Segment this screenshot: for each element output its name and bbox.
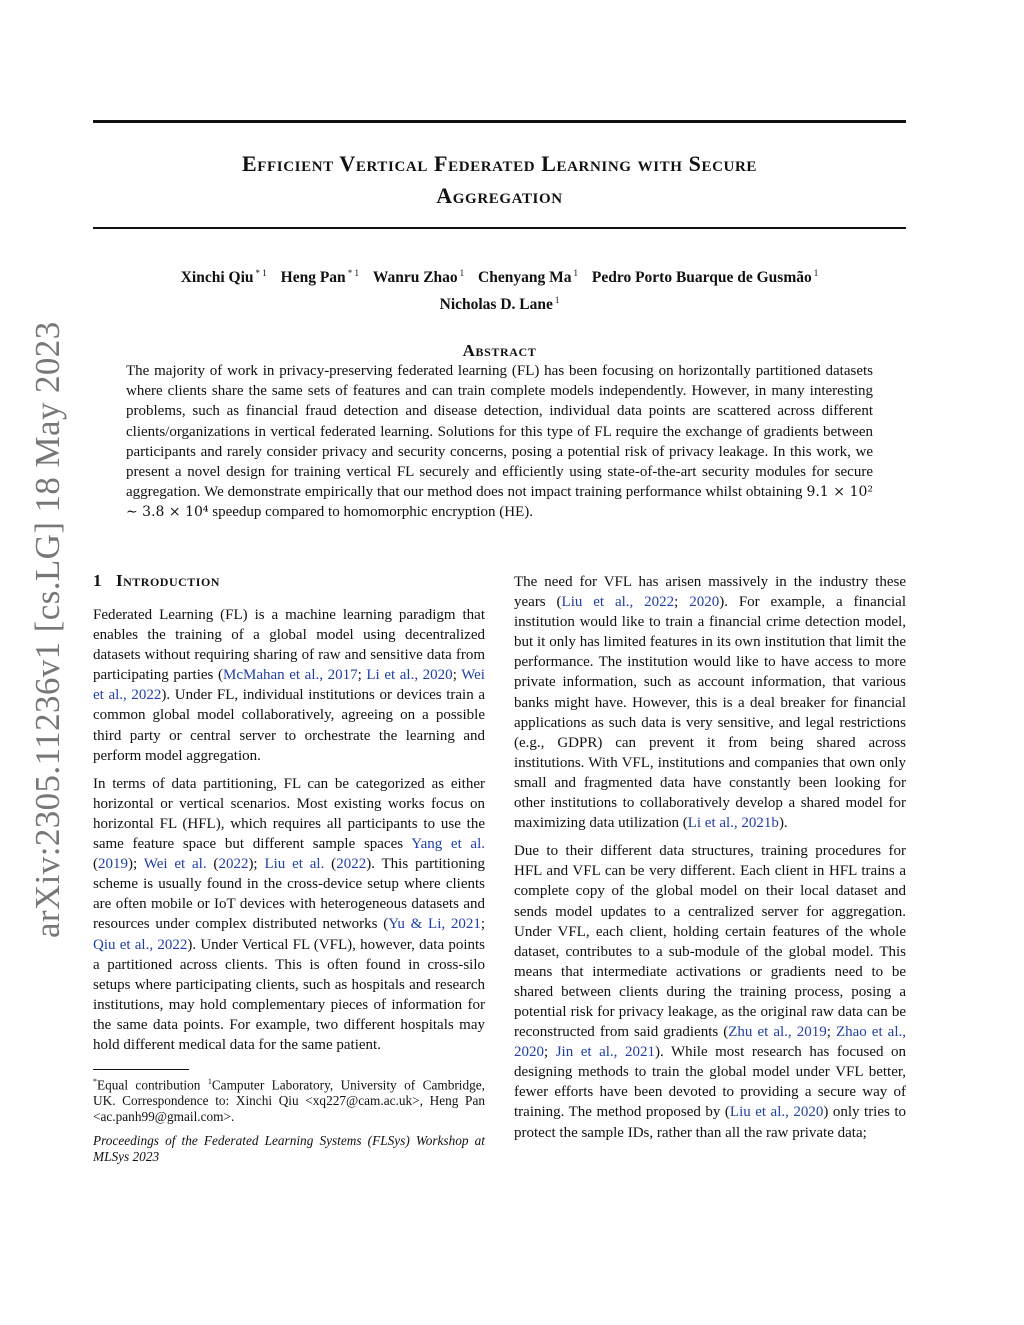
footnote: *Equal contribution $^1$Camputer Laboratory, University of Cambridge, UK. Correspondence to: Xinchi Qiu <xq227@cam.ac.uk>, Heng Pan <ac.panh99@gmail.com>. (93, 1077, 485, 1125)
author-list (93, 262, 906, 316)
author: Heng Pan $^{* 1}$ (280, 268, 359, 287)
citation-link[interactable]: Yang et al. (411, 836, 486, 853)
paper-title-line-2: Aggregation (436, 183, 563, 208)
section-number: 1 (93, 571, 102, 590)
abstract-heading: Abstract (462, 341, 537, 360)
footnote-rule (93, 1069, 189, 1070)
author: Chenyang Ma $^1$ (478, 268, 578, 287)
paragraph: In terms of data partitioning, FL can be categorized as either horizontal or vertical scenarios. Most existing works focus on horizontal FL (HFL), which requires all participants to use the same feature space but different sample spaces Yang et al. (2019); Wei et al. (2022); Liu et al. (2022). This partitioning scheme is usually found in the cross-device setup where clients are often mobile or IoT devices with heterogeneous datasets and resources under complex distributed networks (Yu & Li, 2021; Qiu et al., 2022). Under Vertical FL (VFL), however, data points a partitioned across clients. This is often found in cross-silo setups where participating clients, such as hospitals and research institutions, may hold complementary pieces of information for the same data points. For example, two different hospitals may hold different medical data for the same patient. (93, 775, 486, 1053)
author: Xinchi Qiu $^{* 1}$ (180, 268, 267, 287)
author: Pedro Porto Buarque de Gusmão $^1$ (591, 268, 819, 287)
citation-link[interactable]: Li et al., 2021b (687, 815, 779, 832)
paper-title-line-1: Efficient Vertical Federated Learning with Secure (241, 151, 757, 176)
abstract-text: The majority of work in privacy-preserving federated learning (FL) has been focusing on horizontally partitioned datasets where clients share the same sets of features and can train complete models independently. However, in many interesting problems, such as financial fraud detection and disease detection, individual data points are scattered across different clients/organizations in vertical federated learning. Solutions for this type of FL require the exchange of gradients between participants and rarely consider privacy and security concerns, posing a potential risk of privacy leakage. In this work, we present a novel design for training vertical FL securely and efficiently using state-of-the-art security modules for secure aggregation. We demonstrate empirically that our method does not impact training performance whilst obtaining 9.1 × 10² ∼ 3.8 × 10⁴ speedup compared to homomorphic encryption (HE). (126, 363, 873, 521)
right-column (514, 572, 906, 1151)
citation-link[interactable]: Qiu et al., 2022 (93, 936, 188, 953)
proceedings-note: Proceedings of the Federated Learning Systems (FLSys) Workshop at MLSys 2023 (93, 1133, 485, 1165)
paper-title (93, 148, 906, 212)
citation-link[interactable]: Wei et al. (143, 856, 207, 873)
speedup-formula: 9.1 × 10² ∼ 3.8 × 10⁴ (126, 484, 873, 521)
citation-link[interactable]: Li et al., 2020 (366, 667, 453, 684)
left-column (93, 570, 485, 1173)
citation-link[interactable]: 2019 (98, 856, 128, 873)
title-bottom-rule (93, 227, 906, 229)
title-top-rule (93, 120, 906, 123)
citation-link[interactable]: Liu et al., 2022 (561, 594, 675, 611)
paragraph: Due to their different data structures, training procedures for HFL and VFL can be very different. Each client in HFL trains a complete copy of the global model on their local dataset and sends model updates to a centralized server for aggregation. Under VFL, each client, holding certain features of the whole dataset, contributes to a sub-module of the global model. This means that intermediate activations or gradients need to be shared between clients during the training process, posing a potential risk for privacy leakage, as the original raw data can be reconstructed from said gradients (Zhu et al., 2019; Zhao et al., 2020; Jin et al., 2021). While most research has focused on designing methods to train the global model under VFL better, fewer efforts have been devoted to providing a secure way of training. The method proposed by (Liu et al., 2020) only tries to protect the sample IDs, rather than all the raw private data; (514, 843, 907, 1141)
arxiv-stamp: arXiv:2305.11236v1 [cs.LG] 18 May 2023 (28, 321, 67, 938)
citation-link[interactable]: Liu et al. (264, 856, 325, 873)
citation-link[interactable]: 2022 (336, 856, 367, 873)
author: Wanru Zhao $^1$ (372, 268, 465, 287)
author: Nicholas D. Lane $^1$ (439, 295, 560, 314)
paragraph: Federated Learning (FL) is a machine learning paradigm that enables the training of a global model using decentralized datasets without requiring sharing of raw and sensitive data from participating parties (McMahan et al., 2017; Li et al., 2020; Wei et al., 2022). Under FL, individual institutions or devices train a common global model collaboratively, agreeing on a possible third party or central server to orchestrate the learning and perform model aggregation. (93, 607, 485, 764)
section-title: Introduction (116, 571, 220, 590)
citation-link[interactable]: Wei et al., 2022 (93, 667, 485, 704)
citation-link[interactable]: Zhao et al., 2020 (514, 1024, 906, 1061)
citation-link[interactable]: Zhu et al., 2019 (728, 1024, 827, 1041)
section-heading (93, 570, 485, 592)
paragraph: The need for VFL has arisen massively in the industry these years (Liu et al., 2022; 2020). For example, a financial institution would like to train a financial crime detection model, but it only has limited features in its own institution that limit the performance. The institution would like to have access to more private information, such as account information, that various banks might have. However, this is a deal breaker for financial applications as such data is very sensitive, and legal restrictions (e.g., GDPR) can prevent it from being shared across institutions. With VFL, institutions and companies that own only small and fragmented data have constantly been looking for other institutions to collaboratively develop a shared model for maximizing data utilization (Li et al., 2021b). (514, 574, 906, 832)
citation-link[interactable]: Yu & Li, 2021 (388, 916, 481, 933)
citation-link[interactable]: McMahan et al., 2017 (223, 667, 358, 684)
citation-link[interactable]: Liu et al., 2020 (729, 1104, 824, 1121)
citation-link[interactable]: Jin et al., 2021 (555, 1044, 655, 1061)
citation-link[interactable]: 2020 (689, 594, 720, 611)
citation-link[interactable]: 2022 (218, 856, 249, 873)
